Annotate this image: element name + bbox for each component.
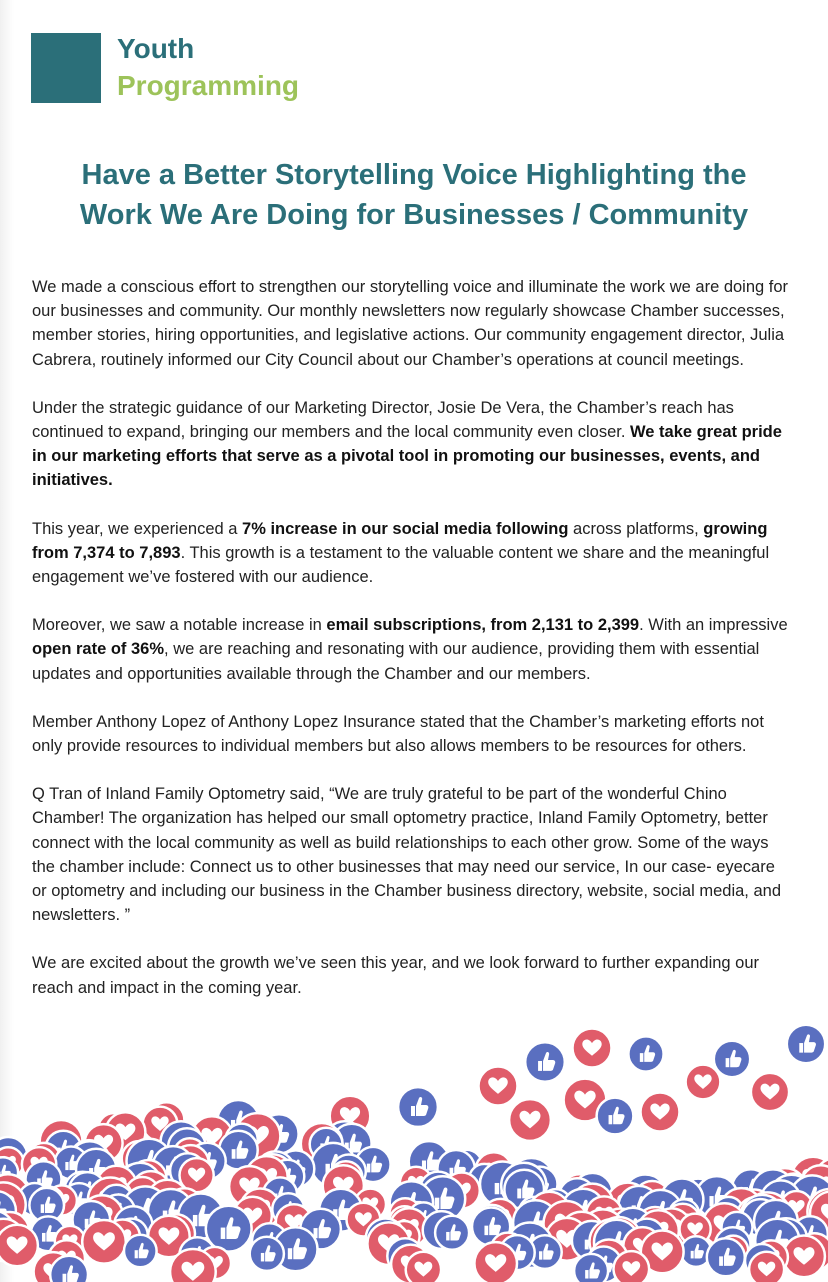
heart-icon [783,1236,825,1278]
header-color-block [31,33,101,103]
thumbs-up-icon [597,1098,634,1135]
page-title [20,155,808,235]
reactions-svg [0,1020,828,1282]
heart-icon [509,1099,551,1141]
paragraph-7 [32,951,792,999]
header-title-line1: Youth [117,33,195,64]
body-text [32,275,792,1024]
heart-icon [614,1251,650,1282]
paragraph-6 [32,782,792,927]
thumbs-up-icon [50,1256,88,1282]
thumbs-up-icon [398,1087,438,1127]
thumbs-up-icon [628,1036,663,1071]
paragraph-3-text-a: This year, we experienced a [32,519,243,538]
paragraph-1 [32,275,792,372]
paragraph-4 [32,613,792,686]
thumbs-up-icon [124,1235,157,1268]
paragraph-4-bold-2: open rate of 36% [32,640,165,659]
paragraph-4-text-a: Moreover, we saw a notable increase in [32,616,327,635]
heart-icon [82,1220,126,1264]
paragraph-2-bold: We take great pride in our marketing efforts that serve as a pivotal tool in promoting our businesses, events, and initiatives. [32,423,782,490]
thumbs-up-icon [435,1216,469,1250]
paragraph-3-bold-1: 7% increase in our social media following [242,519,569,538]
paragraph-7-text: We are excited about the growth we’ve seen this year, and we look forward to further expanding our reach and impact in the coming year. [32,954,760,997]
heart-icon [751,1073,789,1111]
paragraph-3-bold-2: growing from 7,374 to 7,893 [32,519,768,562]
paragraph-4-text-b: . With an impressive [639,616,788,635]
paragraph-4-text-c: , we are reaching and resonating with our audience, providing them with essential updates and opportunities available through the Chamber and our members. [32,640,760,683]
paragraph-2-text: Under the strategic guidance of our Marketing Director, Josie De Vera, the Chamber’s reach has continued to expand, bringing our members and the local community even closer. [32,398,734,442]
paragraph-3 [32,517,792,590]
paragraph-1-text: We made a conscious effort to strengthen our storytelling voice and illuminate the work we are doing for our businesses and community. Our monthly newsletters now regularly showcase Chamber successes, member stories, hiring opportunities, and legislative actions. Our community engagement director, Julia Cabrera, routinely informed our City Council about our Chamber’s operations at council meetings. [32,278,789,369]
header-title-line2: Programming [117,70,300,101]
social-reactions-illustration [0,1020,828,1282]
thumbs-up-icon [250,1237,284,1271]
page-title-line2: Work We Are Doing for Businesses / Community [79,199,749,231]
heart-icon [0,1225,38,1267]
paragraph-5-text: Member Anthony Lopez of Anthony Lopez Insurance stated that the Chamber’s marketing efforts not only provide resources to individual members but also allows members to be resources for others. [32,712,764,756]
paragraph-6-text: Q Tran of Inland Family Optometry said, “We are truly grateful to be part of the wonderful Chino Chamber! The organization has helped our small optometry practice, Inland Family Optometry, better connect with the local community as well as build relationships to each other grow. Some of the ways the chamber include: Connect us to other businesses that may need our service, In our case- eyecare or optometry and including our business in the Chamber business directory, website, social media, and newsletters. ” [32,785,782,925]
heart-icon [686,1065,721,1100]
thumbs-up-icon [707,1238,745,1276]
heart-icon [641,1093,680,1132]
paragraph-3-text-b: across platforms, [568,519,704,538]
heart-icon [749,1252,784,1282]
heart-icon [573,1029,612,1068]
heart-icon [474,1242,517,1282]
thumbs-up-icon [574,1254,608,1282]
thumbs-up-icon [525,1042,565,1082]
page-title-line1: Have a Better Storytelling Voice Highlighting the [81,159,747,191]
paragraph-2 [32,396,792,493]
paragraph-3-text-c: . This growth is a testament to the valuable content we share and the meaningful engagement we’ve fostered with our audience. [32,543,770,587]
paragraph-4-bold-1: email subscriptions, from 2,131 to 2,399 [326,616,640,635]
paragraph-5 [32,710,792,758]
heart-icon [406,1252,441,1282]
thumbs-up-icon [714,1041,750,1077]
heart-icon [170,1249,216,1282]
heart-icon [479,1067,518,1106]
thumbs-up-icon [787,1025,825,1063]
